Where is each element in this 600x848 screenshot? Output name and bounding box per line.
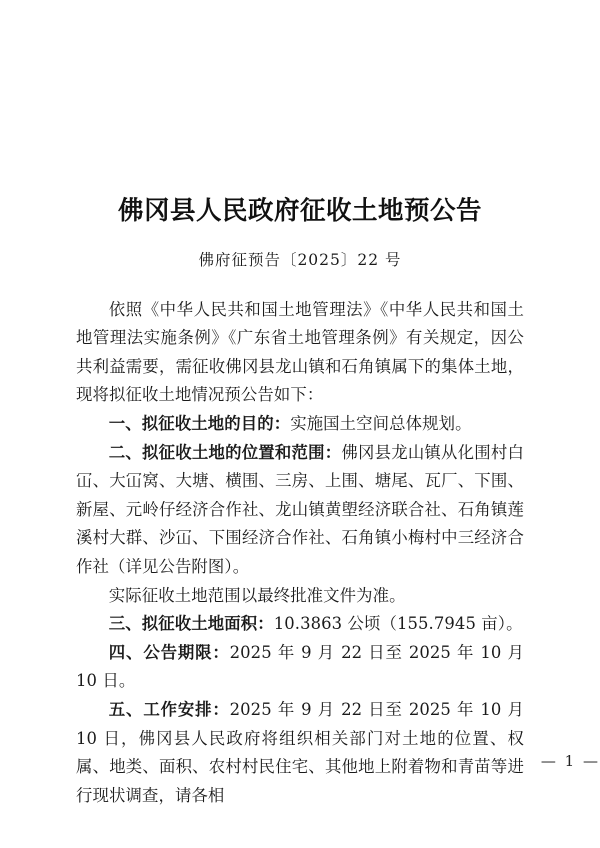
paragraph-text: 实施国土空间总体规划。 bbox=[290, 413, 472, 433]
paragraph-item-2 bbox=[76, 439, 524, 582]
paragraph-item-4 bbox=[76, 639, 524, 696]
paragraph-text: 实际征收土地范围以最终批准文件为准。 bbox=[108, 585, 406, 605]
paragraph-lead: 二、拟征收土地的位置和范围： bbox=[108, 442, 342, 462]
paragraph-text: 佛冈县龙山镇从化围村白冚、大冚窝、大塘、横围、三房、上围、塘尾、瓦厂、下围、新屋、元岭仔经济合作社、龙山镇黄塱经济联合社、石角镇莲溪村大群、沙冚、下围经济合作社、石角镇小梅村中三经济合作社（详见公告附图）。 bbox=[76, 442, 524, 576]
paragraph-text: 依照《中华人民共和国土地管理法》《中华人民共和国土地管理法实施条例》《广东省土地管理条例》有关规定，因公共利益需要，需征收佛冈县龙山镇和石角镇属下的集体土地，现将拟征收土地情况预公告如下： bbox=[76, 299, 524, 405]
document-content bbox=[76, 0, 600, 810]
paragraph-item-2-note bbox=[76, 582, 524, 611]
paragraph-lead: 一、拟征收土地的目的： bbox=[108, 413, 291, 433]
paragraph-lead: 三、拟征收土地面积： bbox=[108, 614, 274, 634]
paragraph-item-1 bbox=[76, 410, 524, 439]
page-number: — 1 — bbox=[540, 752, 600, 770]
document-body bbox=[76, 270, 524, 811]
page-title: 佛冈县人民政府征收土地预公告 bbox=[117, 196, 482, 226]
paragraph-text: 2025 年 9 月 22 日至 2025 年 10 月 10 日，佛冈县人民政府将组织相关部门对土地的位置、权属、地类、面积、农村村民住宅、其他地上附着物和青苗等进行现状调查，请各相 bbox=[76, 699, 524, 805]
paragraph-text: 10.3863 公顷（155.7945 亩）。 bbox=[273, 614, 523, 634]
document-number: 佛府征预告〔2025〕22 号 bbox=[198, 250, 402, 269]
paragraph-lead: 四、公告期限： bbox=[108, 642, 230, 662]
paragraph-lead: 五、工作安排： bbox=[108, 699, 230, 719]
paragraph-text: 2025 年 9 月 22 日至 2025 年 10 月 10 日。 bbox=[76, 642, 524, 691]
paragraph-item-3 bbox=[76, 610, 524, 639]
paragraph-preamble bbox=[76, 296, 524, 410]
